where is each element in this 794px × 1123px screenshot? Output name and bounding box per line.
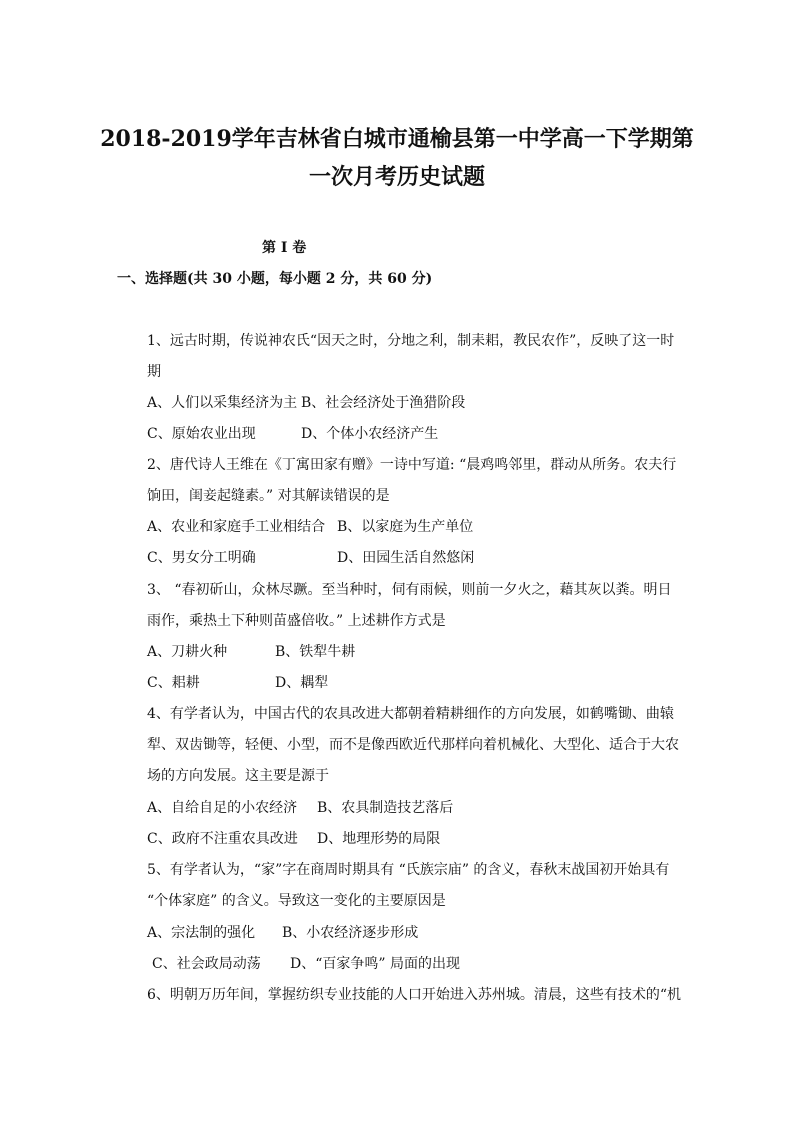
option-row [147, 829, 441, 849]
question-stem: 2、唐代诗人王维在《丁寓田家有赠》一诗中写道: “晨鸡鸣邻里，群动从所务。农夫行 [147, 457, 677, 473]
option-b: B、农具制造技艺落后 [317, 800, 454, 816]
volume-heading: 第 I 卷 [262, 240, 307, 256]
option-a: A、人们以采集经济为主 [147, 395, 298, 411]
question-stem: 6、明朝万历年间，掌握纺织专业技能的人口开始进入苏州城。清晨，这些有技术的“机 [147, 987, 682, 1003]
option-d: D、田园生活自然悠闲 [337, 550, 475, 566]
option-row [147, 424, 439, 444]
option-a: A、农业和家庭手工业相结合 [147, 519, 326, 535]
exam-title-line-2: 一次月考历史试题 [308, 164, 485, 190]
option-b: B、社会经济处于渔猎阶段 [301, 395, 466, 411]
question-stem: 饷田，闺妾起缝素。” 对其解读错误的是 [147, 488, 390, 504]
option-c: C、耜耕 [147, 675, 200, 691]
option-c: C、原始农业出现 [147, 426, 256, 442]
section-heading: 一、选择题(共 30 小题，每小题 2 分，共 60 分) [117, 271, 433, 287]
option-row [147, 642, 356, 662]
option-d: D、“百家争鸣” 局面的出现 [290, 956, 460, 972]
question-stem: 4、有学者认为，中国古代的农具改进大都朝着精耕细作的方向发展，如鹤嘴锄、曲辕 [147, 706, 674, 722]
question-stem: 3、 “春初斫山，众林尽蹶。至当种时，伺有雨候，则前一夕火之，藉其灰以粪。明日 [147, 582, 672, 598]
option-a: A、刀耕火种 [147, 644, 228, 660]
option-b: B、以家庭为生产单位 [337, 519, 474, 535]
question-stem: 场的方向发展。这主要是源于 [147, 768, 329, 784]
option-c: C、男女分工明确 [147, 550, 256, 566]
question-stem: 1、远古时期，传说神农氏“因天之时，分地之利，制耒耜，教民农作”，反映了这一时 [147, 333, 675, 349]
question-stem: 雨作，乘热土下种则苗盛倍收。” 上述耕作方式是 [147, 613, 446, 629]
question-stem: 5、有学者认为，“家”字在商周时期具有 “氏族宗庙” 的含义，春秋末战国初开始具有 [147, 862, 670, 878]
option-row [147, 798, 454, 818]
option-row [147, 673, 329, 693]
option-row [152, 954, 460, 974]
option-d: D、耦犁 [275, 675, 329, 691]
option-a: A、宗法制的强化 [147, 925, 256, 941]
question-stem: “个体家庭” 的含义。导致这一变化的主要原因是 [147, 893, 446, 909]
question-stem: 犁、双齿锄等，轻便、小型，而不是像西欧近代那样向着机械化、大型化、适合于大农 [147, 737, 679, 753]
option-c: C、政府不注重农具改进 [147, 831, 298, 847]
question-stem: 期 [147, 364, 161, 380]
option-d: D、地理形势的局限 [317, 831, 441, 847]
option-a: A、自给自足的小农经济 [147, 800, 298, 816]
option-row [147, 517, 474, 537]
option-d: D、个体小农经济产生 [301, 426, 439, 442]
exam-title-line-1: 2018-2019学年吉林省白城市通榆县第一中学高一下学期第 [100, 126, 694, 152]
option-row [147, 923, 419, 943]
option-row [147, 548, 475, 568]
option-b: B、铁犁牛耕 [275, 644, 356, 660]
option-c: C、社会政局动荡 [152, 956, 261, 972]
option-b: B、小农经济逐步形成 [282, 925, 419, 941]
option-row [147, 393, 466, 413]
